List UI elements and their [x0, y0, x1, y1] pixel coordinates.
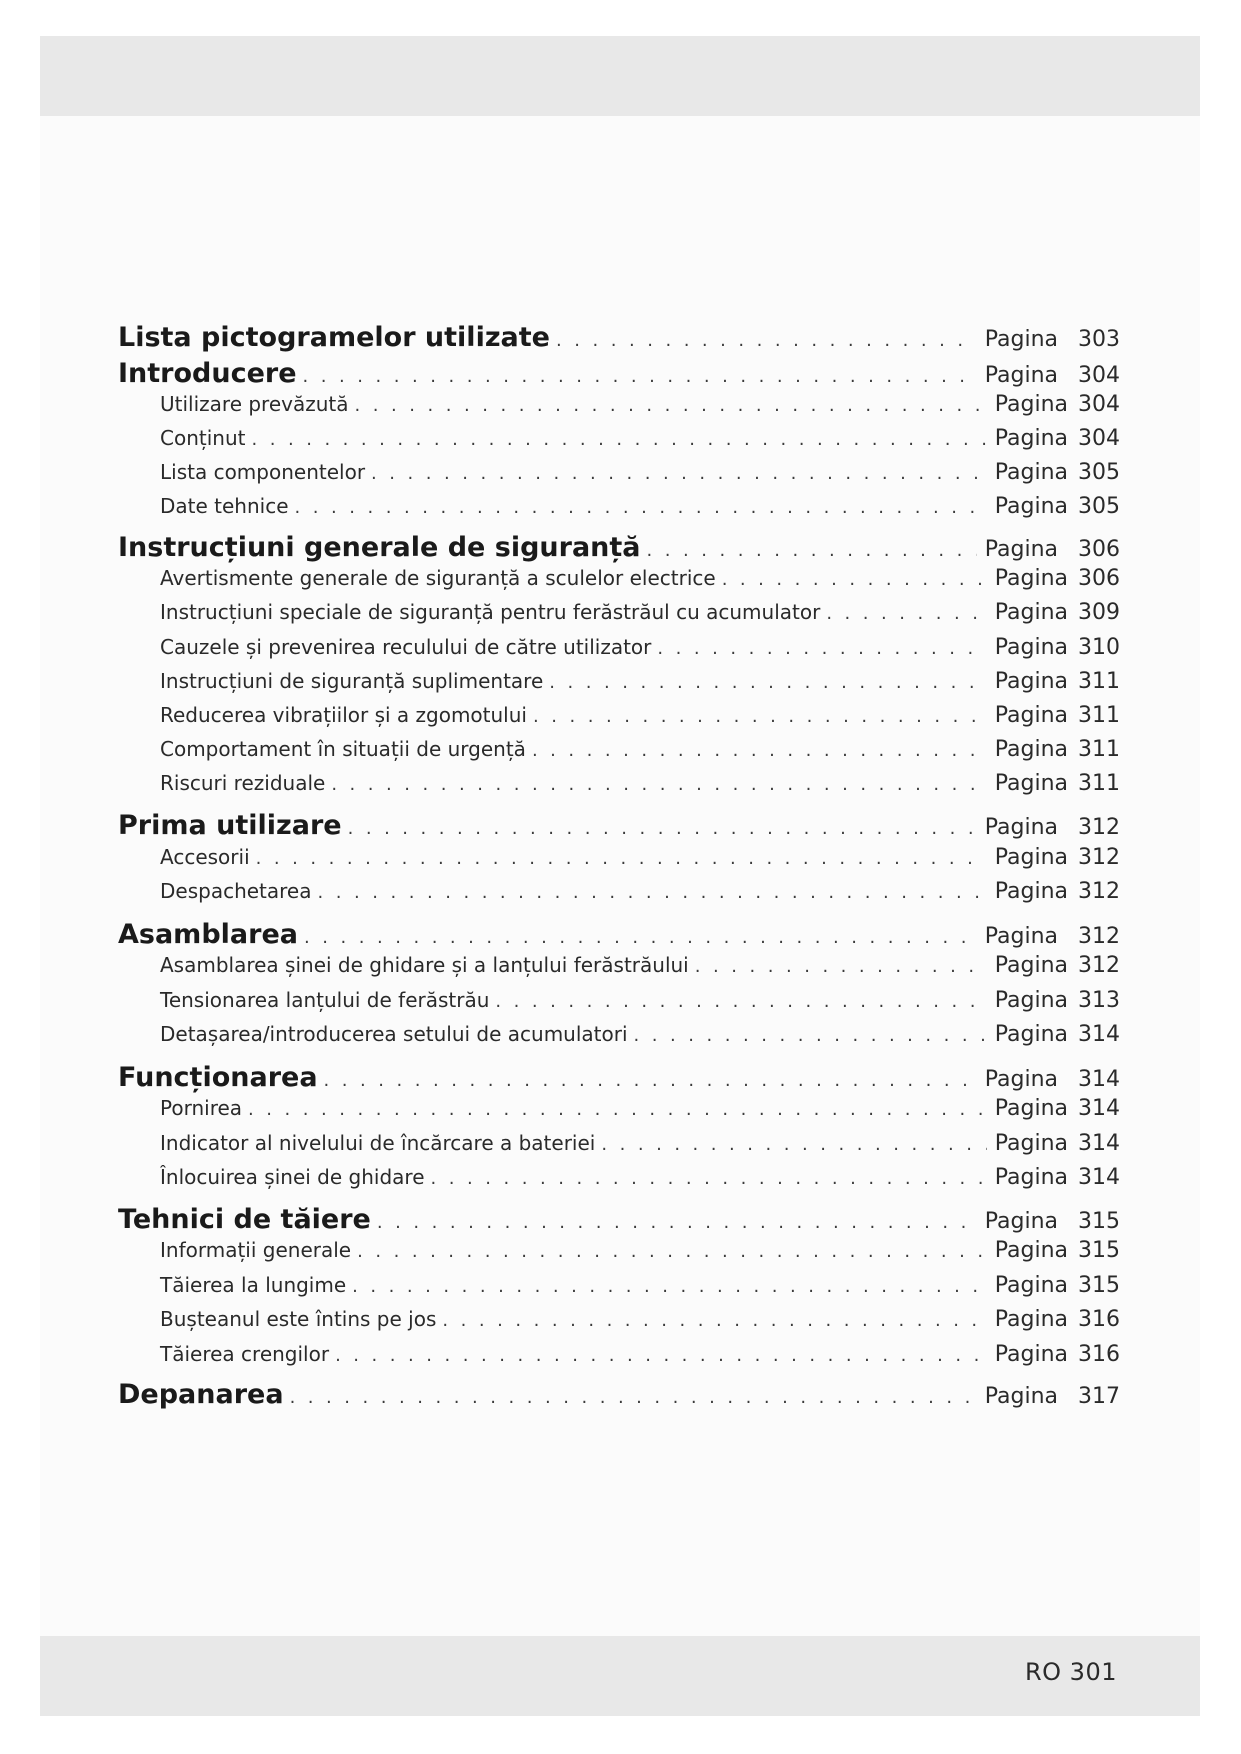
toc-entry-title: Instrucțiuni de siguranță suplimentare [160, 669, 544, 693]
toc-entry-title: Tensionarea lanțului de ferăstrău [160, 988, 490, 1012]
page-word: Pagina [984, 924, 1058, 949]
dot-leader [251, 429, 986, 450]
page-number: 309 [1078, 600, 1120, 625]
page-word: Pagina [994, 879, 1068, 904]
toc-entry-title: Bușteanul este întins pe jos [160, 1307, 437, 1331]
page-word: Pagina [994, 566, 1068, 591]
toc-entry-title: Utilizare prevăzută [160, 392, 349, 416]
toc-entry-title: Tăierea crengilor [160, 1342, 330, 1366]
dot-leader [295, 497, 987, 518]
toc-section-entry[interactable] [118, 532, 1120, 568]
dot-leader [431, 1168, 987, 1189]
page-number: 312 [1078, 845, 1120, 870]
toc-entry-title: Instrucțiuni generale de siguranță [118, 532, 641, 563]
dot-leader [695, 956, 987, 977]
toc-section-entry[interactable] [118, 1062, 1120, 1098]
toc-section-entry[interactable] [118, 919, 1120, 955]
dot-leader [335, 1345, 987, 1366]
toc-entry-title: Cauzele și prevenirea reculului de către utilizator [160, 635, 652, 659]
page-word: Pagina [994, 1165, 1068, 1190]
page-number: 303 [1078, 327, 1120, 352]
toc-entry-title: Prima utilizare [118, 810, 342, 841]
page-word: Pagina [994, 669, 1068, 694]
page-number: 315 [1078, 1238, 1120, 1263]
page-number: 315 [1078, 1209, 1120, 1234]
dot-leader [348, 818, 977, 839]
dot-leader [324, 1070, 977, 1091]
page-number: 314 [1078, 1096, 1120, 1121]
toc-entry-title: Pornirea [160, 1096, 243, 1120]
toc-entry-title: Conținut [160, 426, 246, 450]
page-number: 313 [1078, 988, 1120, 1013]
toc-entry-title: Înlocuirea șinei de ghidare [160, 1165, 425, 1189]
page-footer-label: RO 301 [1024, 1658, 1117, 1686]
page-word: Pagina [994, 1342, 1068, 1367]
toc-subsection-entry[interactable] [118, 600, 1120, 636]
page-number: 316 [1078, 1342, 1120, 1367]
dot-leader [377, 1212, 977, 1233]
toc-entry-title: Lista componentelor [160, 460, 366, 484]
toc-subsection-entry[interactable] [118, 737, 1120, 773]
page-word: Pagina [994, 771, 1068, 796]
page-word: Pagina [984, 1384, 1058, 1409]
toc-entry-title: Informații generale [160, 1238, 352, 1262]
page-number: 316 [1078, 1307, 1120, 1332]
toc-subsection-entry[interactable] [118, 460, 1120, 496]
header-band [40, 36, 1200, 116]
page-word: Pagina [984, 327, 1058, 352]
page-number: 314 [1078, 1022, 1120, 1047]
toc-subsection-entry[interactable] [118, 635, 1120, 671]
page-word: Pagina [994, 1022, 1068, 1047]
toc-entry-title: Asamblarea [118, 919, 298, 950]
page-word: Pagina [994, 1131, 1068, 1156]
toc-subsection-entry[interactable] [118, 1307, 1120, 1343]
page-number: 312 [1078, 924, 1120, 949]
toc-section-entry[interactable] [118, 810, 1120, 846]
toc-entry-title: Indicator al nivelului de încărcare a bateriei [160, 1131, 596, 1155]
page-word: Pagina [994, 1096, 1068, 1121]
page-number: 304 [1078, 363, 1120, 388]
page-word: Pagina [994, 426, 1068, 451]
toc-subsection-entry[interactable] [118, 494, 1120, 530]
toc-subsection-entry[interactable] [118, 426, 1120, 462]
page-number: 306 [1078, 537, 1120, 562]
toc-entry-title: Despachetarea [160, 879, 312, 903]
toc-entry-title: Comportament în situații de urgență [160, 737, 526, 761]
page-number: 312 [1078, 953, 1120, 978]
page-word: Pagina [994, 988, 1068, 1013]
dot-leader [357, 1241, 987, 1262]
page-number: 314 [1078, 1131, 1120, 1156]
page-word: Pagina [994, 953, 1068, 978]
dot-leader [549, 672, 986, 693]
page-number: 312 [1078, 815, 1120, 840]
page-number: 311 [1078, 669, 1120, 694]
dot-leader [442, 1310, 986, 1331]
toc-entry-title: Detașarea/introducerea setului de acumulatori [160, 1022, 628, 1046]
page-number: 305 [1078, 494, 1120, 519]
toc-section-entry[interactable] [118, 358, 1120, 394]
toc-entry-title: Instrucțiuni speciale de siguranță pentru ferăstrăul cu acumulator [160, 600, 821, 624]
page-word: Pagina [984, 1067, 1058, 1092]
dot-leader [532, 740, 987, 761]
dot-leader [248, 1099, 987, 1120]
toc-subsection-entry[interactable] [118, 1238, 1120, 1274]
page-number: 312 [1078, 879, 1120, 904]
page-number: 317 [1078, 1384, 1120, 1409]
dot-leader [722, 569, 987, 590]
page-number: 311 [1078, 703, 1120, 728]
toc-subsection-entry[interactable] [118, 1342, 1120, 1378]
dot-leader [371, 463, 987, 484]
page-number: 311 [1078, 771, 1120, 796]
page-word: Pagina [994, 737, 1068, 762]
dot-leader [303, 366, 977, 387]
toc-entry-title: Funcționarea [118, 1062, 318, 1093]
page-number: 314 [1078, 1067, 1120, 1092]
dot-leader [556, 330, 977, 351]
toc-subsection-entry[interactable] [118, 392, 1120, 428]
dot-leader [304, 927, 977, 948]
toc-subsection-entry[interactable] [118, 1022, 1120, 1058]
toc-entry-title: Reducerea vibrațiilor și a zgomotului [160, 703, 527, 727]
toc-entry-title: Lista pictogramelor utilizate [118, 322, 550, 353]
toc-subsection-entry[interactable] [118, 566, 1120, 602]
page-word: Pagina [994, 494, 1068, 519]
page-word: Pagina [994, 845, 1068, 870]
page-word: Pagina [994, 1273, 1068, 1298]
toc-section-entry[interactable] [118, 1204, 1120, 1240]
dot-leader [634, 1025, 987, 1046]
toc-subsection-entry[interactable] [118, 703, 1120, 739]
page-word: Pagina [994, 600, 1068, 625]
page-number: 304 [1078, 392, 1120, 417]
page-word: Pagina [984, 1209, 1058, 1234]
page-word: Pagina [994, 1307, 1068, 1332]
dot-leader [601, 1134, 986, 1155]
page-number: 304 [1078, 426, 1120, 451]
toc-section-entry[interactable] [118, 322, 1120, 358]
dot-leader [331, 774, 986, 795]
toc-subsection-entry[interactable] [118, 1096, 1120, 1132]
page-number: 311 [1078, 737, 1120, 762]
toc-subsection-entry[interactable] [118, 1165, 1120, 1201]
toc-entry-title: Asamblarea șinei de ghidare și a lanțului ferăstrăului [160, 953, 689, 977]
dot-leader [355, 395, 987, 416]
toc-entry-title: Depanarea [118, 1379, 284, 1410]
page-word: Pagina [994, 460, 1068, 485]
toc-section-entry[interactable] [118, 1379, 1120, 1415]
dot-leader [318, 882, 987, 903]
toc-entry-title: Tehnici de tăiere [118, 1204, 371, 1235]
toc-entry-title: Riscuri reziduale [160, 771, 326, 795]
toc-subsection-entry[interactable] [118, 845, 1120, 881]
toc-entry-title: Accesorii [160, 845, 250, 869]
toc-subsection-entry[interactable] [118, 988, 1120, 1024]
toc-subsection-entry[interactable] [118, 953, 1120, 989]
toc-subsection-entry[interactable] [118, 1273, 1120, 1309]
page-word: Pagina [994, 392, 1068, 417]
toc-subsection-entry[interactable] [118, 879, 1120, 915]
dot-leader [533, 706, 987, 727]
page-number: 305 [1078, 460, 1120, 485]
page-word: Pagina [994, 1238, 1068, 1263]
toc-entry-title: Avertismente generale de siguranță a sculelor electrice [160, 566, 716, 590]
dot-leader [495, 991, 986, 1012]
page-word: Pagina [984, 363, 1058, 388]
page-word: Pagina [984, 815, 1058, 840]
page-number: 306 [1078, 566, 1120, 591]
toc-entry-title: Tăierea la lungime [160, 1273, 347, 1297]
dot-leader [657, 638, 986, 659]
toc-subsection-entry[interactable] [118, 771, 1120, 807]
dot-leader [826, 603, 986, 624]
dot-leader [290, 1387, 977, 1408]
page-word: Pagina [994, 635, 1068, 660]
page-word: Pagina [994, 703, 1068, 728]
toc-entry-title: Date tehnice [160, 494, 289, 518]
page-number: 310 [1078, 635, 1120, 660]
dot-leader [352, 1276, 987, 1297]
toc-subsection-entry[interactable] [118, 1131, 1120, 1167]
dot-leader [647, 540, 977, 561]
toc-entry-title: Introducere [118, 358, 297, 389]
dot-leader [256, 848, 987, 869]
toc-subsection-entry[interactable] [118, 669, 1120, 705]
page-number: 314 [1078, 1165, 1120, 1190]
page-number: 315 [1078, 1273, 1120, 1298]
page-word: Pagina [984, 537, 1058, 562]
